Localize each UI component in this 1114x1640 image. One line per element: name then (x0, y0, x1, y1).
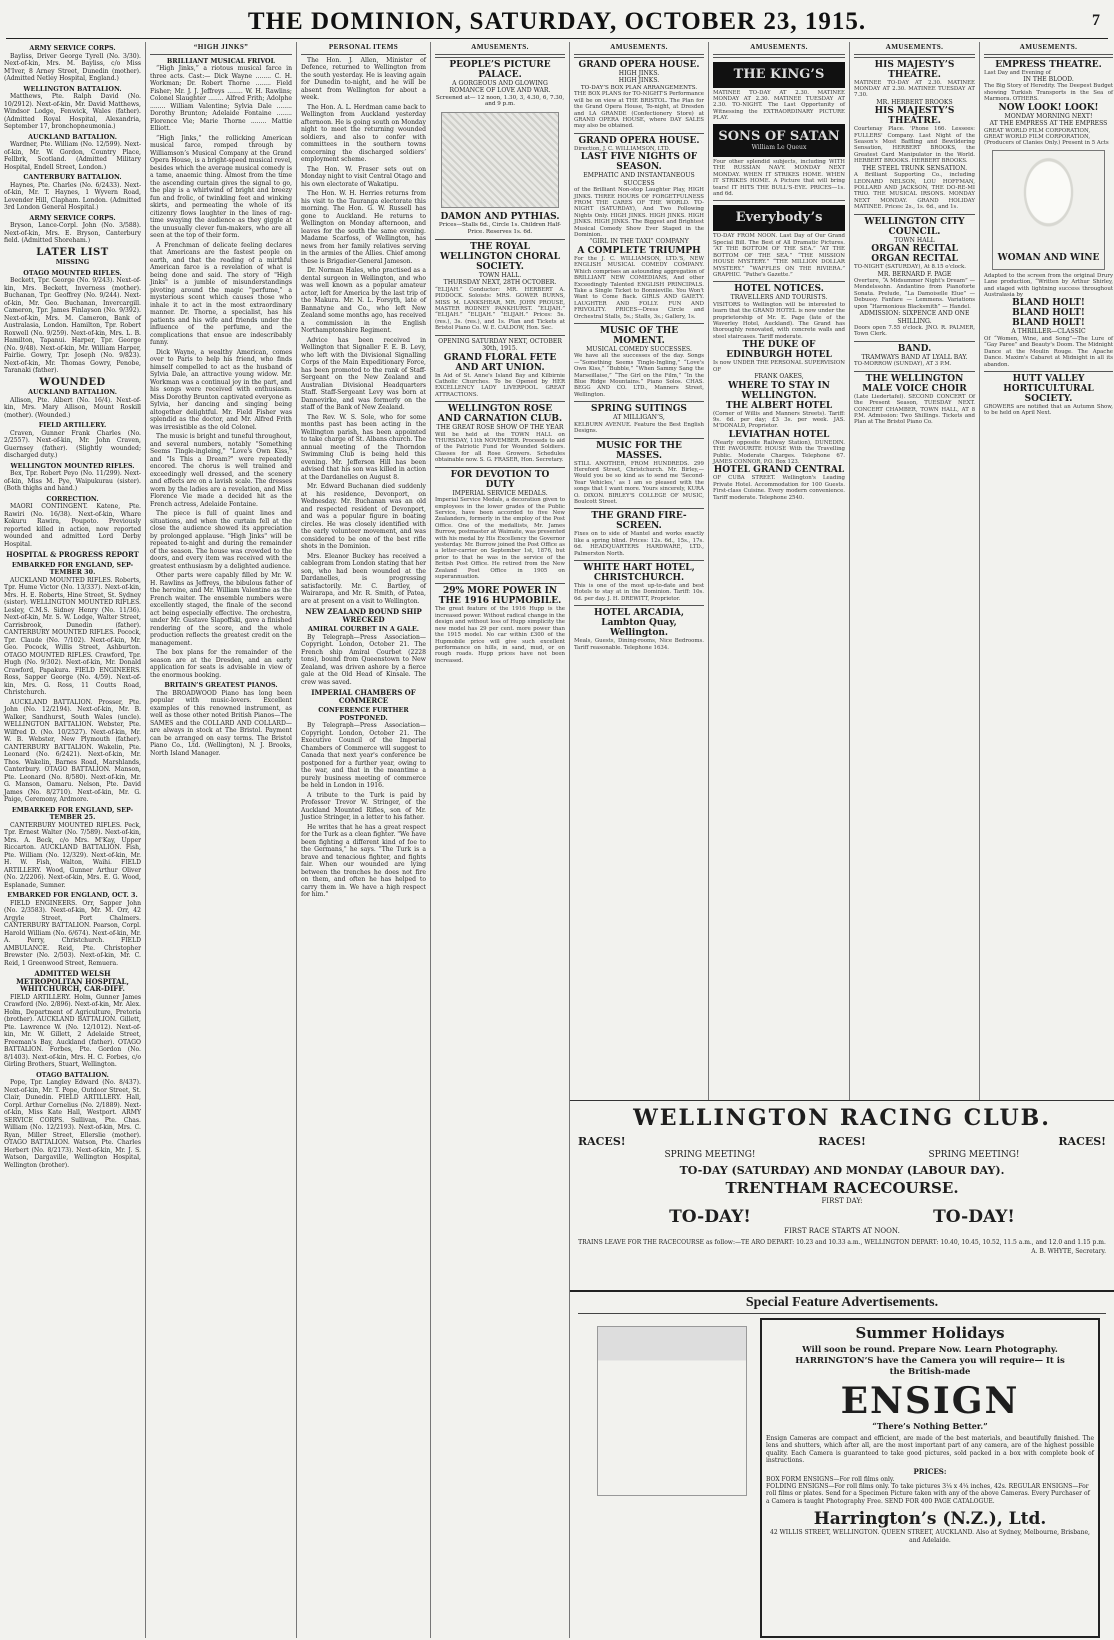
look-look: NOW LOOK! LOOK! (998, 102, 1099, 113)
organ-body: TO-NIGHT (SATURDAY), At 8.15 o'clock. (854, 264, 966, 271)
opera-direction: Direction, J. C. WILLIAMSON, LTD. (574, 145, 671, 152)
bland-holt-3: BLAND HOLT! (1012, 318, 1085, 329)
review-filler: The piece is full of quaint lines and situations, and when the curtain fell at the close the audience showed its appreciation by prolonged applause. "High Jinks" will be repeated to-night and during the remainder of the season. The house was crowded to the doors, and every item was received with the greatest enthusiasm by a delighted audience. (150, 510, 292, 570)
peoples-prices: Prices—Stalls 6d., Circle 1s. Children Half-Price. Reserves 1s. 6d. (438, 222, 562, 235)
amusements-heading-3: AMUSEMENTS. (713, 44, 845, 55)
personal-item: The Hon. J. Allen, Minister of Defence, returned to Wellington from the south yesterday. He is leaving again for Dunedin to-night, and he will be absent from Wellington for about a week. (301, 56, 426, 101)
everybodys-body: TO-DAY FROM NOON. Last Day of Our Grand Special Bill. The Best of All Dramatic Pictures. “AT THE BOTTOM OF THE SEA.” “AT THE BOTTOM OF THE SEA.” “THE MISSION HOUSE MYSTERY.” “THE MILLION DOLLAR MYSTERY.” “WAFFLES ON THE RIVIERA.” GRAPHIC. “Pathe's Gazette.” (713, 233, 845, 278)
auckland-heading: AUCKLAND BATTALION. (28, 388, 117, 396)
rose-title: WELLINGTON ROSE AND CARNATION CLUB. (437, 404, 563, 425)
hupmobile-body: The great feature of the 1916 Hupp is the increased power. Without radical change in the design and without loss of Hupp simplicity the new model has 29 per cent. more power than the 1915 model. No car within £300 of the Hupmobile price will give such excellent performance on hills, in sand, mud, or on rough roads. Hupp prices have not been increased. (435, 606, 565, 664)
wreck-text: By Telegraph—Press Association—Copyright. London, October 21. The French ship Amiral Courbet (2228 tons), bound from Queenstown to New Zealand, was driven ashore by a fierce gale at the Old Head of Kinsale. The crew was saved. (301, 633, 426, 686)
tribute-text: A tribute to the Turk is paid by Professor Trevor W. Stringer, of the Auckland Mounted Rifles, son of Mr. Justice Stringer, in a letter to his father. (301, 791, 426, 821)
personal-filler: The Rev. W. S. Sole, who for some months past has been acting in the Wellington parish, has been appointed to take charge of St. Albans church. The annual meeting of the Thorndon Swimming Club is being held this evening. Mr. Jefferson Hill has been advised that his son was killed in action at the Dardanelles on August 8. (301, 413, 426, 481)
empress-title: EMPRESS THEATRE. (995, 59, 1102, 70)
entry-filler: AUCKLAND BATTALION. Prosser, Pte. John (No. 12/2194). Next-of-kin, Mr. B. Walker, Sandhurst, South Wales (uncle). WELLINGTON BATTALION. Webster, Pte. Wilfred D. (No. 10/2527). Next-of-kin, Mr. W. B. Webster, New Plymouth (father). CANTERBURY BATTALION. Wakelin, Pte. Leonard (No. 6/2421). Next-of-kin, Mr. Thos. Wakelin, Barnes Road, Marshlands, Canterbury. OTAGO BATTALION. Manson, Pte. Leonard (No. 8/580). Next-of-kin, Mr. G. Manson, Oamaru. Nelson, Pte. David James (No. 8/2710). Next-of-kin, Mr. G. Paige, Ceremony, Ardmore. (4, 698, 141, 803)
tribute-filler: He writes that he has a great respect for the Turk as a clean fighter. "We have been fighting a different kind of foe to the Germans," he says. "The Turk is a brave and tenacious fighter, and fights fair. When our wounded are lying between the trenches he does not fire on them, and often he has helped to carry them in. We have a high respect for him." (301, 823, 426, 898)
opening-date: OPENING SATURDAY NEXT, OCTOBER 30th, 1915. (438, 337, 562, 353)
albert-hotel: THE ALBERT HOTEL (725, 400, 833, 411)
racing-start: FIRST RACE STARTS AT NOON. (784, 1227, 900, 1235)
music-body: We have all the successes of the day. Songs—“Something Seems Tingle-Ingling,” “Love's Own Kiss,” “Bubble,” “When Sammy Sang the Marseillaise,” “The Girl on the Film,” “In the Blue Ridge Mountains.” Piano Solos. CHAS. BEGG AND CO. LTD., Manners Street, Wellington. (574, 353, 704, 398)
entry-filler: MAORI CONTINGENT. Katene, Pte. Rawiri (No. 16/38). Next-of-kin, Whare Kokuru Rawira, Poupoto. Previously reported killed in action, now reported wounded and admitted Lord Derby Hospital. (4, 503, 141, 548)
wine-body: Adapted to the screen from the original Drury Lane production, “Written by Arthur Shirley, and staged with lightning success throughout Australasia by (984, 272, 1113, 299)
rose-body: Will be held at the TOWN HALL on THURSDAY, 11th NOVEMBER. Proceeds to aid of the Patriotic Fund for Wounded Soldiers. Classes for all Rose Growers. Schedules obtainable now. S. G. FRASER, Hon. Secretary. (435, 431, 565, 464)
peoples-picture-palace-ad (435, 57, 565, 239)
his-majestys-ad (854, 57, 975, 214)
high-jinks-2: HIGH JINKS. (618, 77, 660, 84)
newspaper-title: THE DOMINION, SATURDAY, OCTOBER 23, 1915. (247, 8, 867, 35)
where-stay: WHERE TO STAY IN WELLINGTON. (728, 380, 830, 401)
ship-wreck-heading: NEW ZEALAND BOUND SHIP WRECKED (305, 607, 422, 624)
today-2: TO-DAY! (933, 1207, 1015, 1227)
elijah-list: “ELIJAH.” Conductor: MR. HERBERT A. PIDDOCK. Soloists: MRS. GOWER BURNS, MISS M. LANKSHEAR, MR. JOHN PROUSE, MASTER RODNEY PANKHURST. “ELIJAH.” “ELIJAH.” “ELIJAH.” “ELIJAH.” Prices: 5s. (res.), 3s. (res.), and 1s. Plan and Tickets at Bristol Piano Co. W. E. CALDOW, Hon. Sec. (435, 286, 565, 332)
opera-title-2: GRAND OPERA HOUSE. (578, 135, 700, 146)
music-moment-title: MUSIC OF THE MOMENT. (599, 325, 679, 346)
hutt-title: HUTT VALLEY HORTICULTURAL SOCIETY. (1003, 374, 1094, 404)
male-choir-body: (Late Liedertafel). SECOND CONCERT Of the Present Season, TUESDAY NEXT. CONCERT CHAMBER, TOWN HALL, AT 8 P.M. Admission: Two Shillings. Tickets and Plan at The Bristol Piano Co. (854, 393, 975, 426)
welsh-heading: ADMITTED WELSH METROPOLITAN HOSPITAL, WHITCHURCH, CAR-DIFF. (16, 969, 129, 993)
chambers-text: By Telegraph—Press Association—Copyright. London, October 21. The Executive Council of the Imperial Chambers of Commerce will suggest to Canada that next year's conference be postponed for a further year, owing to the war, and that in the meantime a purely business meeting of commerce be held in London in 1916. (301, 722, 426, 789)
floral-body: In Aid of St. Anne's Island Bay and Kilbirnie Catholic Churches. To be Opened by HER EXCELLENCY LADY LIVERPOOL. GREAT ATTRACTIONS. (435, 372, 565, 398)
entry-filler: Bryson, Lance-Corpl. John (No. 3/588). Next-of-kin, Mrs. E. Bryson, Canterbury field. (Admitted Shoreham.) (4, 222, 141, 244)
racing-secretary: A. B. WHYTE, Secretary. (1031, 1248, 1106, 1255)
prepare-text: Will soon be round. Prepare Now. Learn Photography. HARRINGTON’S have the Camera you will require— It is the British-made (795, 1345, 1065, 1377)
review-cast: “High Jinks,” a riotous musical farce in three acts. Cast:— Dick Wayne ........ C. H. Workman; Dr. Robert Thorne ........ Field Fisher; Mr. J. J. Jeffreys ........ W. H. Rawlins; Colonel Slaughter ........ Alfred Frith; Adolphe ........ William Valentine; Sylvia Dale ........ Dorothy Brunton; Adelaide Fontaine ........ Florence Vie; Marie Thorne ........ Mattie Elliott. (150, 65, 292, 132)
racing-date: TO-DAY (SATURDAY) AND MONDAY (LABOUR DAY). (679, 1164, 1005, 1177)
woman-wine-illustration (992, 150, 1105, 270)
entry-filler: Bex, Tpr. Robert Peyo (No. 11/299). Next-of-kin, Miss M. Pye, Waipukurau (sister). (Both thighs and hand.) (4, 470, 141, 492)
kings-body: Four other splendid subjects, including WITH THE RUSSIAN NAVY. MONDAY NEXT MONDAY. WHEN IT STRIKES HOME. WHEN IT STRIKES HOME. A Picture that will bring tears! IT HITS THE BULL'S-EYE. PRICES—1s. and 6d. (713, 159, 845, 198)
masthead-rule (6, 38, 1108, 39)
spring-2: SPRING MEETING! (928, 1150, 1020, 1160)
special-feature-block (570, 1290, 1114, 1640)
masthead (0, 0, 1114, 40)
his-majestys-title: HIS MAJESTY’S THEATRE. (874, 59, 955, 80)
entry-filler: Haynes, Pte. Charles (No. 6/2433). Next-of-kin, Mr. T. Haynes, 1 Wyvern Road, Levender Hill, Clapham. London. (Admitted 3rd London General Hospital.) (4, 181, 141, 211)
entry-filler: Allison, Pte. Albert (No. 16/4). Next-of-kin, Mrs. Mary Allison, Mount Roskill (mother). (Wounded.) (4, 396, 141, 419)
fire-screen-body: Fixes on to side of Mantel and works exactly like a spring blind. Prices: 12s. 6d., 15s., 17s. 6d. HEADQUARTERS HARDWARE, LTD., Palmerston North. (574, 531, 704, 557)
thursday-date: THURSDAY NEXT, 28TH OCTOBER. (443, 279, 557, 287)
empress-body-2: The Big Story of Heredity. The Deepest Budget showing Turkish Transports in the Sea of Marmora. OTHERS. (984, 83, 1113, 103)
organ-recital-2: ORGAN RECITAL (871, 254, 958, 265)
everybodys-banner (713, 205, 845, 231)
kings-matinees: MATINEE TO-DAY AT 2.30. MATINEE MONDAY AT 2.30. MATINEE TUESDAY AT 2.30. TO-NIGHT. The Last Opportunity of Witnessing the EXTRAORDINARY PICTURE PLAY. (713, 89, 845, 122)
personal-item: The Hon. A. L. Herdman came back to Wellington from Auckland yesterday afternoon. He is going south on Monday night to meet the returning wounded soldiers, and also to confer with committees in the southern towns concerning the discharged soldiers’ employment scheme. (301, 103, 426, 163)
medals-heading: IMPERIAL SERVICE MEDALS. (452, 489, 548, 497)
at-the-empress: AT THE EMPRESS AT THE EMPRESS (989, 120, 1108, 128)
bernard-page: MR. BERNARD F. PAGE (877, 270, 952, 278)
ship-wreck-sub: AMIRAL COURBET IN A GALE. (307, 625, 420, 633)
masses-body: STILL ANOTHER, FROM HUNDREDS. 299 Hereford Street, Christchurch. Mr. Birley,—Would you be so kind as to send me 'Second-Year Vehicles,' as I am so pleased with the songs that I want more. Yours sincerely, KURA O. DIXON. BIRLEY'S COLLEGE OF MUSIC, Boulcott Street. (574, 460, 704, 506)
damon-title: DAMON AND PYTHIAS. (440, 212, 560, 223)
kings-banner (713, 62, 845, 88)
chambers-sub: CONFERENCE FURTHER POSTPONED. (318, 706, 409, 722)
racing-course: TRENTHAM RACECOURSE. (725, 1179, 959, 1197)
arcadia-ad (574, 605, 704, 654)
milligan-body: KELBURN AVENUE. Feature the Best English Designs. (574, 421, 704, 435)
embarked-25-heading: EMBARKED FOR ENGLAND, SEP-TEMBER 25. (11, 805, 134, 821)
tramways-body: TO-MORROW (SUNDAY), AT 3 P.M. (854, 361, 952, 368)
peoples-line-1: A GORGEOUS AND GLOWING (452, 79, 548, 87)
personal-filler: Mrs. Eleanor Buckey has received a cablegram from London stating that her son, who had been wounded at the Dardanelles, is progressing satisfactorily. Mr. C. Bartley, of Wairarapa, and Mr. R. Smith, of Patea, are at present on a visit to Wellington. (301, 552, 426, 605)
entry-filler: Wardner, Pte. William (No. 12/599). Next-of-kin, Mr. W. Gordon, Country Place, Fellbrk, Scotland. (Admitted Military Hospital, Endell Street, London.) (4, 141, 141, 171)
choral-title: THE ROYAL WELLINGTON CHORAL SOCIETY. (440, 241, 560, 272)
monday-morning: MONDAY MORNING NEXT! (1004, 112, 1093, 120)
prices-body: FOLDING ENSIGNS—For roll films only. To take pictures 3¼ x 4¼ inches, 42s. REGULAR ENSIGNS—For roll films or plates. Send for a Specimen Picture taken with any of the above Cameras. Every Purchaser of a Camera is taught Photography Free. SEND FOR 400 PAGE CATALOGUE. (766, 1483, 1090, 1505)
hospital-heading: HOSPITAL & PROGRESS REPORT (6, 550, 139, 559)
missing-heading: MISSING (55, 258, 90, 266)
organ-recital: ORGAN RECITAL (871, 244, 958, 255)
personal-item: The Hon. W. Fraser sets out on Monday night to visit Central Otago and his own electorate of Wakatipu. (301, 165, 426, 188)
entry-filler: Craven, Gunner Frank Charles (No. 2/2557). Next-of-kin, Mr. John Craven, Guernsey (father). (Slightly wounded; discharged duty.) (4, 429, 141, 459)
hotel-notices (713, 281, 845, 504)
page-number: 7 (1092, 12, 1100, 29)
amusements-column-1 (431, 42, 570, 1638)
sons-of-satan-banner (713, 124, 845, 158)
travellers: TRAVELLERS AND TOURISTS. (730, 294, 828, 302)
personal-items-column (297, 42, 431, 1638)
male-choir-title: THE WELLINGTON MALE VOICE CHOIR (862, 373, 967, 394)
opera-house-ad (574, 57, 704, 133)
fire-screen-ad (574, 508, 704, 560)
kings-theatre-ad (713, 57, 845, 201)
camera-illustration (597, 1326, 747, 1496)
personal-filler: Dr. Norman Hales, who practised as a dental surgeon in Wellington, and who was well known as a popular amateur actor, left for America by the last trip of the Makura. Mr. N. L. Forsyth, late of Bannatyne and Co., who left New Zealand some months ago, has received a commission in the English Northamptonshire Regiment. (301, 267, 426, 334)
floral-fete-ad (435, 335, 565, 402)
racing-first: FIRST DAY: (821, 1197, 863, 1205)
devotion-title: FOR DEVOTION TO DUTY (450, 469, 550, 490)
triumph: A COMPLETE TRIUMPH (577, 245, 701, 256)
review-body: “High Jinks,” the rollicking American musical farce, romped through by Williamson’s Musical Company at the Grand Opera House, is a bright-speed musical revel, besides which the average musical comedy is a tame, anaemic thing. Almost from the time the ascending curtain gives the signal to go, the play is a whirlwind of bright and breezy fun and frolic, of twinkling feet and winking skirts, and permeating the whole of its citizenry flows laughter in the lines of rag-time swaying the audience as they giggle at the unusually clever fun-makers, who are all seen at the top of their form. (150, 134, 292, 239)
white-hart-body: This is one of the most up-to-date and best Hotels to stay at in the Dominion. Tariff: 10s. 6d. per day. J. H. DREWITT, Proprietor. (574, 583, 704, 602)
heading-canterbury: CANTERBURY BATTALION. (23, 173, 122, 181)
later-list-heading: LATER LIST (36, 246, 109, 258)
amusements-heading-4: AMUSEMENTS. (854, 44, 975, 55)
everybodys-ad (713, 200, 845, 281)
herbert-brooks: MR. HERBERT BROOKS (876, 98, 953, 106)
tramways-band: TRAMWAYS BAND AT LYALL BAY. (861, 353, 968, 361)
racing-club-block (570, 1100, 1114, 1290)
racing-trains: TRAINS LEAVE FOR THE RACECOURSE as follow:—TE ARO DEPART: 10.23 and 10.33 a.m., WELLINGTON DEPART: 10.40, 10.45, 10.52, 11.5 a.m., and 12.0 and 1.15 p.m. (578, 1239, 1106, 1246)
empress-ad (984, 57, 1113, 372)
special-heading: Special Feature Advertisements. (578, 1295, 1106, 1314)
better-tagline: “There’s Nothing Better.” (872, 1421, 988, 1431)
peoples-line-2: ROMANCE OF LOVE AND WAR. (449, 87, 551, 94)
rose-show: THE GREAT ROSE SHOW OF THE YEAR (436, 424, 564, 432)
races-3: RACES! (1058, 1135, 1106, 1148)
sons-title: SONS OF SATAN (718, 128, 840, 144)
high-jinks-1: HIGH JINKS. (618, 69, 660, 77)
emphatic-body: of the Brilliant Non-stop Laughter Play, HIGH JINKS. THREE HOURS OF FORGETFULNESS FROM THE CARES OF THE WORLD. TO-NIGHT (SATURDAY), And Two Following Nights Only. HIGH JINKS. HIGH JINKS. HIGH JINKS. HIGH JINKS. The Biggest and Brightest Musical Comedy Show Ever Staged in the Dominion. (574, 187, 704, 238)
leviathan-body: (Nearly opposite Railway Station), DUNEDIN. THE FAVOURITE HOUSE With the Travelling Public. Moderate Charges. Telephone 67. JAMES CONNOR, P.O. Box 123. (713, 439, 845, 465)
prices-heading: PRICES: (913, 1466, 947, 1476)
his-majestys-title-2: HIS MAJESTY’S THEATRE. (874, 106, 955, 127)
central-body: OF CUBA STREET. Wellington's Leading Private Hotel. Accommodation for 100 Guests. First-class Cuisine. Every modern convenience. Tariff moderate. Telephone 2540. (713, 475, 845, 501)
personal-heading: PERSONAL ITEMS (301, 44, 426, 55)
harrington-name: Harrington’s (N.Z.), Ltd. (813, 1509, 1047, 1530)
entry-filler: Pope, Tpr. Langley Edward (No. 8/437). Next-of-kin, Mr. T. Pope, Outdoor Street, St. Clair, Dunedin. FIELD ARTILLERY. Hall, Corpl. Arthur Cornelius (No. 2/1889). Next-of-kin, Miss Kate Hall, Westport. ARMY SERVICE CORPS. Sullivan, Pte. Chas. William (No. 12/2193). Next-of-kin, Mrs. C. Ryan, Miller Street, Ellerslie (mother). OTAGO BATTALION. Watson, Pte. Charles Herbert (No. 8/2173). Next-of-kin, Mr. J. S. Watson, Dargaville, Wellington Hospital, Wellington (brother). (4, 1079, 141, 1169)
kings-title: THE KING’S (733, 66, 825, 82)
review-subheading: BRILLIANT MUSICAL FRIVOL (166, 56, 276, 65)
review-filler: The box plans for the remainder of the season are at the Dresden, and an early application for seats is advisable in view of the enormous booking. (150, 649, 292, 679)
heading-army-service: ARMY SERVICE CORPS. (29, 44, 116, 52)
chambers-heading: IMPERIAL CHAMBERS OF COMMERCE (311, 688, 416, 705)
oakes: FRANK OAKES, (754, 373, 804, 381)
fire-screen-title: THE GRAND FIRE-SCREEN. (591, 511, 687, 532)
girl-taxi: “GIRL IN THE TAXI” COMPANY (589, 238, 689, 246)
travellers-body: VISITORS to Wellington will be interested to learn that the GRAND HOTEL is now under the proprietorship of Mr. E. Page (late of the Waverley Hotel, Auckland). The Grand has thoroughly renovated, with concrete walls and steel staircases. Tariff moderate. (713, 301, 845, 340)
box-plan-body: THE BOX PLANS for TO-NIGHT'S Performance will be on view at THE BRISTOL. The Plan for the Grand Opera House, To-night, at Dresden and LA GRANDE (Confectionery Store) at GRAND OPERA HOUSE, where DAY SALES may also be obtained. (574, 91, 704, 130)
amusements-heading-5: AMUSEMENTS. (984, 44, 1113, 55)
today-1: TO-DAY! (669, 1207, 751, 1227)
entry-filler: Beckett, Tpr. George (No. 9/243). Next-of-kin, Mrs. Beckett, Inverness (mother). Buchanan, Tpr. Geoffrey (No. 9/244). Next-of-kin, Mr. Geo. Buchanan, Invercargill. Cameron, Tpr. James Finlayson (No. 9/392). Next-of-kin, Mrs. M. Cameron, Bank of Australasia, London. Hamilton, Tpr. Robert Roxwell (No. 9/259). Next-of-kin, Mrs. L. B. Hamilton, Tapanui. Harper, Tpr. George (No. 9/48). Next-of-kin, Mr. William Harper, Fairlie. Gowry, Tpr. Joseph (No. 9/823). Next-of-kin, Mr. Thomas Gowry, Penobe, Taranaki (father). (4, 277, 141, 374)
steel-body: A Brilliant Supporting Co., including LEONARD NELSON, LOU HOFFMAN, POLLARD AND JACKSON, THE DO-RE-MI TRIO. THE MUSICAL IRSONS. MONDAY NEXT MONDAY. GRAND HOLIDAY MATINEE. Prices: 2s., 1s. 6d., and 1s. (854, 172, 975, 211)
milligan: AT MILLIGAN’S, (613, 414, 665, 422)
growers-text: GROWERS are notified that an Autumn Show, to be held on April Next. (984, 404, 1113, 417)
rose-show-ad (435, 401, 565, 467)
heading-army-service-2: ARMY SERVICE CORPS. (29, 213, 116, 222)
piano-text: The BROADWOOD Piano has long been popular with music-lovers. Excellent examples of this renowned instrument, as well as those other noted British Pianos—The SAMES and the COLLARD AND COLLARD—are always in stock at The Bristol. Payment can be arranged on easy terms. The Bristol Piano Co., Ltd. (Wellington), N. J. Brooks, North Island Manager. (150, 689, 292, 757)
majesty-body: MATINEE TO-DAY AT 2.30. MATINEE MONDAY AT 2.30. MATINEE TUESDAY AT 7.30. (854, 79, 975, 99)
amusements-heading-2: AMUSEMENTS. (574, 44, 704, 55)
entry-filler: FIELD ENGINEERS. Orr, Sapper John (No. 2/3583). Next-of-kin, Mr. M. Orr, 42 Argyle Street, Port Chalmers. CANTERBURY BATTALION. Pearson, Corpl. Harold William (No. 6/674). Next-of-kin, Mr. A. Perry, Christchurch. FIELD AMBULANCE. Reid, Pte. Christopher Brewster (No. 2/503). Next-of-kin, Mr. C. Reid, 1 Greenwood Street, Remuera. (4, 899, 141, 967)
majesty-body-2: Courtenay Place. 'Phone 166. Lessees: FULLERS' Company. Last Night of the Season's Most Baffling and Bewildering Sensation, HERBERT BROOKS, the Greatest Card Manipulator in the World. HERBERT BROOKS. HERBERT BROOKS. (854, 126, 975, 165)
harrington-ad (760, 1318, 1100, 1638)
choral-society-ad (435, 239, 565, 335)
damon-illustration (441, 112, 559, 208)
thriller: A THRILLER—CLASSIC (1011, 328, 1086, 336)
leviathan-hotel: LEVIATHAN HOTEL (728, 429, 830, 440)
programme: Overture, “A Midsummer Night's Dream” — Mendelssohn. Andantino from Pianoforte Sonata. Prelude, “La Damoiselle Elue” — Debussy. Fanfare — Lemmens. Variations upon “Harmonious Blacksmith” — Handel. (854, 278, 975, 310)
opera-house-ad-2 (574, 133, 704, 323)
town-hall-2: TOWN HALL (894, 236, 935, 244)
everybodys-title: Everybody’s (735, 210, 823, 226)
spring-title: SPRING SUITINGS (591, 404, 687, 415)
box-plan: TO-DAY’S BOX PLAN ARRANGEMENTS. (580, 84, 698, 91)
albert-body: (Corner of Willis and Manners Streets). Tariff: 9s. 6d. per day; £3 3s. per week. JAS. M'DONALD, Proprietor. (713, 410, 845, 430)
masses-title: MUSIC FOR THE MASSES. (596, 440, 682, 461)
entry-text: Bayliss, Driver George Tyrell (No. 3/30). Next-of-kin, Mrs. M. Bayliss, c/o Miss M'Iver, 8 Arney Street, Dunedin (mother). (Admitted Netley Hospital, England.) (4, 52, 141, 82)
band-title: BAND. (897, 343, 932, 354)
embarked-heading: EMBARKED FOR ENGLAND, SEP-TEMBER 30. (11, 560, 134, 576)
entry-filler: CANTERBURY MOUNTED RIFLES. Peck, Tpr. Ernest Walter (No. 7/589). Next-of-kin, Mrs. A. Beck, c/o Mrs. M'Kay, Upper Riccarton. AUCKLAND BATTALION. Fish, Pte. William (No. 12/329). Next-of-kin, Mr. H. W. Fish, Walton, Waihi. FIELD ARTILLERY. Wood, Gunner Arthur Oliver (No. 2/2206). Next-of-kin, Mrs. E. G. Wood, Esplanade, Sumner. (4, 821, 141, 889)
personal-filler: Mr. Edward Buchanan died suddenly at his residence, Devonport, on Wednesday. Mr. Buchanan was an old and respected resident of Devonport, and was a popular figure in boating circles. He was closely identified with the early volunteer movement, and was considered to be one of the best rifle shots in the Dominion. (301, 483, 426, 550)
le-queux: William Le Queux (751, 143, 807, 151)
admission: ADMISSION: SIXPENCE AND ONE SHILLING. (859, 310, 970, 325)
harrington-address: 42 WILLIS STREET, WELLINGTON. QUEEN STREET, AUCKLAND. Also at Sydney, Melbourne, Brisbane, and Adelaide. (770, 1529, 1090, 1545)
summer-title: Summer Holidays (855, 1324, 1005, 1342)
empress-body: Last Day and Evening of (984, 69, 1051, 76)
woman-wine-title: WOMAN AND WINE (997, 252, 1100, 263)
heading-wellington: WELLINGTON BATTALION. (23, 84, 122, 93)
races-row (578, 1135, 1106, 1148)
arcadia-body: Meals, Guests, Dining-rooms, Nice Bedrooms. Tariff reasonable. Telephone 1634. (574, 638, 704, 651)
peoples-times: Screened at— 12 noon, 1.30, 3, 4.30, 6, 7.30, and 9 p.m. (435, 94, 565, 108)
heading-auckland: AUCKLAND BATTALION. (28, 132, 117, 141)
otago-heading: OTAGO BATTALION. (36, 1070, 109, 1079)
hotel-notices-title: HOTEL NOTICES. (734, 284, 824, 295)
devotion-ad (435, 467, 565, 584)
bland-holt-2: BLAND HOLT! (1012, 308, 1085, 319)
races-2: RACES! (818, 1135, 866, 1148)
music-masses-ad (574, 438, 704, 509)
races-1: RACES! (578, 1135, 626, 1148)
white-hart-title: WHITE HART HOTEL, CHRISTCHURCH. (583, 563, 695, 584)
entry-filler: Matthews, Pte. Ralph David (No. 10/2912). Next-of-kin, Mr. David Matthews, Windsor Lodge, Fenwick, Wales (father). (Admitted Royal Hospital, Alexandria, September 17, bronchopneumonia.) (4, 93, 141, 130)
palmer: Doors open 7.55 o'clock. JNO. R. PALMER, Town Clerk. (854, 325, 975, 338)
spring-row (578, 1150, 1106, 1160)
review-filler: Dick Wayne, a wealthy American, comes over to Paris to help his friend, who finds himself compelled to act as the husband of Sylvia Dale, an attractive young widow. Mr. Workman was a continual joy in the part, and his songs were received with enthusiasm. Miss Dorothy Brunton captivated everyone as Sylvia, her dancing and singing being altogether delightful. Mr. Field Fisher was splendid as the doctor, and Mr. Alfred Frith was irresistible as the old Colonel. (150, 348, 292, 431)
hutt-valley-ad (984, 371, 1113, 420)
thriller-body: Of “Women, Wine, and Song”—The Lure of “Gay Paree” and Beauty's Doom. The Midnight Dance at the Moulin Rouge. The Apache Dance. Maxim's Cabaret at Midnight in all its abandon. (984, 335, 1113, 368)
opera-title: GRAND OPERA HOUSE. (578, 59, 700, 70)
wounded-heading: WOUNDED (39, 376, 106, 388)
review-filler: The music is bright and tuneful throughout, and several numbers, notably "Something Seems Tingle-ingleing," "Love's Own Kiss," and "Is This a Dream?" were repeatedly encored. The chorus is well trained and exceedingly well dressed, and the scenery and effects are on a lavish scale. The dresses worn by the ladies are a revelation, and Miss Florence Vie made a decided hit as the French actress, Adelaide Fontaine. (150, 433, 292, 508)
entry-filler: FIELD ARTILLERY. Holm, Gunner James Crawford (No. 2/896). Next-of-kin, Mr. Alex. Holm, Department of Agriculture, Pretoria (brother). AUCKLAND BATTALION. Gillett, Pte. Lawrence W. (No. 12/1012). Next-of-kin, Mr. W. Gillett, 2 Adelaide Street, Freeman's Bay, Auckland (father). OTAGO BATTALION. Forbes, Pte. Gordon (No. 8/1403). Next-of-kin, Mrs. H. C. Forbes, c/o Girling Brothers, Stuart, Wellington. (4, 993, 141, 1068)
peoples-title: PEOPLE’S PICTURE PALACE. (449, 59, 551, 80)
today-row (578, 1207, 1106, 1227)
piano-heading: BRITAIN’S GREATEST PIANOS. (164, 681, 278, 689)
personal-filler: The Hon. W. H. Herries returns from his visit to the Tauranga electorate this morning. The Hon. G. W. Russell has gone to Auckland. He returns to Wellington on Monday afternoon, and leaves for the south the same evening. Madame Scarfoss, of Wellington, has news from her family relatives serving in the armies of the Allies. Chief among these is Brigadier-General Jameson. (301, 190, 426, 265)
box-form: BOX FORM ENSIGNS—For roll films only. (766, 1475, 895, 1483)
gwpc-list: GREAT WORLD FILM CORPORATION, (984, 127, 1091, 134)
steel-trunk: THE STEEL TRUNK SENSATION. (861, 164, 968, 172)
arcadia-title: HOTEL ARCADIA, Lambton Quay, Wellington. (593, 608, 685, 639)
triumph-body: For the J. C. WILLIAMSON, LTD.'S, NEW ENGLISH MUSICAL COMEDY COMPANY. Which comprises an astounding aggregation of BRILLIANT NEW COMEDIANS, And other Exceedingly Talented ENGLISH PRINCIPALS. Take a Single Ticket to Bonnieville. You Won't Want to Come Back. GIRLS AND GAIETY. LAUGHTER AND FOLLY. FUN AND FRIVOLITY. PRICES—Dress Circle and Orchestral Stalls, 5s.; Stalls, 3s.; Gallery, 1s. (574, 255, 704, 320)
town-hall: TOWN HALL. (478, 271, 522, 279)
last-five-nights: LAST FIVE NIGHTS OF SEASON. (580, 152, 698, 173)
review-heading: “HIGH JINKS” (150, 44, 292, 55)
wcc-title: WELLINGTON CITY COUNCIL. (864, 216, 965, 237)
edinburgh-body: Is now UNDER THE PERSONAL SUPERVISION OF (713, 360, 845, 373)
emphatic: EMPHATIC AND INSTANTANEOUS SUCCESS (583, 172, 695, 187)
floral-title: GRAND FLORAL FETE AND ART UNION. (443, 352, 557, 373)
wmr-heading: WELLINGTON MOUNTED RIFLES. (10, 461, 135, 470)
male-choir-ad (854, 371, 975, 429)
medals-body: Imperial Service Medals, a decoration given to employees in the lower grades of the Public Service, have been accorded to five New Zealanders, formerly in the employ of the Post Office. One of the medallists, Mr. James Burrow, postmaster at Waimate, was presented with his medal by His Excellency the Governor yesterday. Mr. Burrow joined the Post Office as a letter-carrier on September 1st, 1876, but prior to that he was in the service of the British Post Office. He retired from the New Zealand Post Office in 1905 on superannuation. (435, 497, 565, 581)
white-hart-ad (574, 560, 704, 605)
personal-filler: Advice has been received in Wellington that Signaller F. E. B. Levy, who left with the Divisional Signalling Corps of the Main Expeditionary Force, has been promoted to the rank of Staff-Sergeant on the New Zealand and Australian Divisional Headquarters Staff. Staff-Sergeant Levy was born at Dannevirke, and was formerly on the staff of the Bank of New Zealand. (301, 336, 426, 411)
city-council-ad (854, 214, 975, 341)
band-ad (854, 341, 975, 371)
racing-title: WELLINGTON RACING CLUB. (633, 1105, 1051, 1131)
grand-central-hotel: HOTEL GRAND CENTRAL (713, 465, 845, 476)
bland-holt-1: BLAND HOLT! (1012, 298, 1085, 309)
successes: MUSICAL COMEDY SUCCESSES. (586, 345, 692, 353)
review-filler: A Frenchman of delicate feeling declares that Americans are the fastest people on earth, and that the reading of a mirthful American farce is a revelation of what is being done and said. The story of "High Jinks" is a jumble of misunderstandings pivoting around the magic "perfume," a mysterious scent which causes those who inhale it to act in the most extraordinary manner. Dr. Thorne, a specialist, has his patients and his wife and friends under the influence of the perfume, and the complications that ensue are indescribably funny. (150, 241, 292, 346)
hupmobile-ad (435, 583, 565, 667)
high-jinks-review-column (146, 42, 297, 1638)
correction-heading: CORRECTION. (46, 494, 99, 503)
music-moment-ad (574, 323, 704, 401)
in-the-blood: IN THE BLOOD. (1023, 75, 1074, 83)
embarked-oct-heading: EMBARKED FOR ENGLAND, OCT. 3. (7, 891, 138, 899)
producers: (Producers of Clanies Only.) Present in 5 Acts (984, 140, 1109, 147)
casualty-list-column (0, 42, 146, 1638)
ensign-title: ENSIGN (840, 1380, 1020, 1422)
edinburgh-title: THE DUKE OF EDINBURGH HOTEL (726, 340, 832, 361)
field-artillery-heading: FIELD ARTILLERY. (38, 421, 107, 429)
entry-filler: AUCKLAND MOUNTED RIFLES. Roberts, Tpr. Hume Victor (No. 13/337). Next-of-kin, Mrs. H. E. Roberts, Hine Street, St. Sydney (sister). WELLINGTON MOUNTED RIFLES. Lesley, C.M.S. Sidney Henry (No. 11/36). Next-of-kin, Mr. S. W. Lodge, Walter Street, Carrisbrook, Dunedin (father). CANTERBURY MOUNTED RIFLES. Pocock, Tpr. Claude (No. 7/102). Next-of-kin, Mr. Geo. Pocock, Willis Street, Ashburton. OTAGO MOUNTED RIFLES. Crawford, Tpr. Hugh (No. 9/302). Next-of-kin, Mr. Donald Crawford, Papakura. FIELD ENGINEERS. Ross, Sapper George (No. 4/59). Next-of-kin, Mrs. G. Ross, 11 Coutts Road, Christchurch. (4, 576, 141, 696)
ensign-body: Ensign Cameras are compact and efficient, are made of the best materials, and beautifully finished. The lens and shutters, which after all, are the most important part of any camera, are of the highest possible quality. Each Camera is guaranteed to take good pictures, sold packed in a box with complete book of instructions. (766, 1435, 1094, 1465)
spring-suitings-ad (574, 401, 704, 437)
gwpc-list-2: GREAT WORLD FILM CORPORATION, (984, 134, 1091, 141)
review-filler: Other parts were capably filled by Mr. W. H. Rawlins as Jeffreys, the bibulous father of the heroine, and Mr. William Valentine as the French waiter. The ensemble numbers were excellently staged, the finale of the second act being especially effective. The orchestra, under Mr. Gustave Slapoffski, gave a finished rendering of the score, and the whole production reflects the greatest credit on the management. (150, 572, 292, 647)
amusements-heading-1: AMUSEMENTS. (435, 44, 565, 55)
spring-1: SPRING MEETING! (664, 1150, 756, 1160)
hupmobile-title: 29% MORE POWER IN THE 1916 HUPMOBILE. (438, 586, 562, 607)
otago-mr-heading: OTAGO MOUNTED RIFLES. (23, 268, 122, 277)
